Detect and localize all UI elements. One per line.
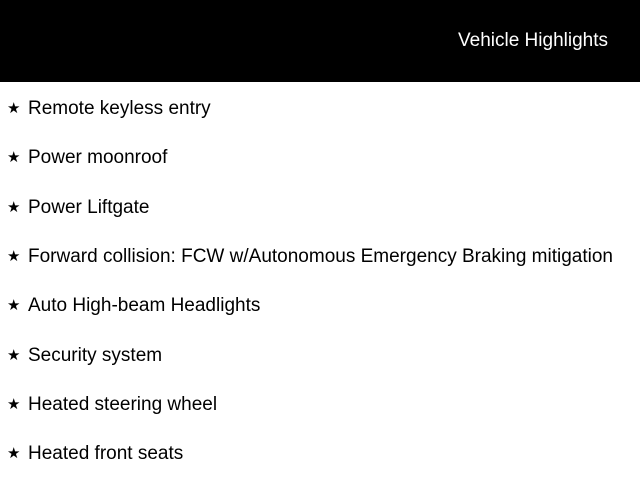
highlight-label: Power Liftgate bbox=[28, 197, 150, 218]
highlight-label: Remote keyless entry bbox=[28, 98, 211, 119]
list-item bbox=[0, 145, 640, 175]
list-item bbox=[0, 195, 640, 225]
list-item bbox=[0, 244, 640, 274]
star-icon: ★ bbox=[7, 148, 21, 166]
star-icon: ★ bbox=[7, 99, 21, 117]
list-item bbox=[0, 293, 640, 323]
list-item bbox=[0, 96, 640, 126]
list-item bbox=[0, 343, 640, 373]
highlight-label: Auto High-beam Headlights bbox=[28, 295, 261, 316]
header-bar bbox=[0, 0, 640, 82]
highlight-label: Security system bbox=[28, 345, 163, 366]
highlight-label: Power moonroof bbox=[28, 147, 168, 168]
page-title: Vehicle Highlights bbox=[458, 30, 608, 51]
star-icon: ★ bbox=[7, 395, 21, 413]
list-item bbox=[0, 441, 640, 471]
highlight-label: Heated front seats bbox=[28, 443, 184, 464]
star-icon: ★ bbox=[7, 296, 21, 314]
star-icon: ★ bbox=[7, 247, 21, 265]
star-icon: ★ bbox=[7, 444, 21, 462]
list-item bbox=[0, 392, 640, 422]
highlight-label: Forward collision: FCW w/Autonomous Emergency Braking mitigation bbox=[28, 246, 613, 267]
highlight-label: Heated steering wheel bbox=[28, 394, 218, 415]
star-icon: ★ bbox=[7, 198, 21, 216]
star-icon: ★ bbox=[7, 346, 21, 364]
